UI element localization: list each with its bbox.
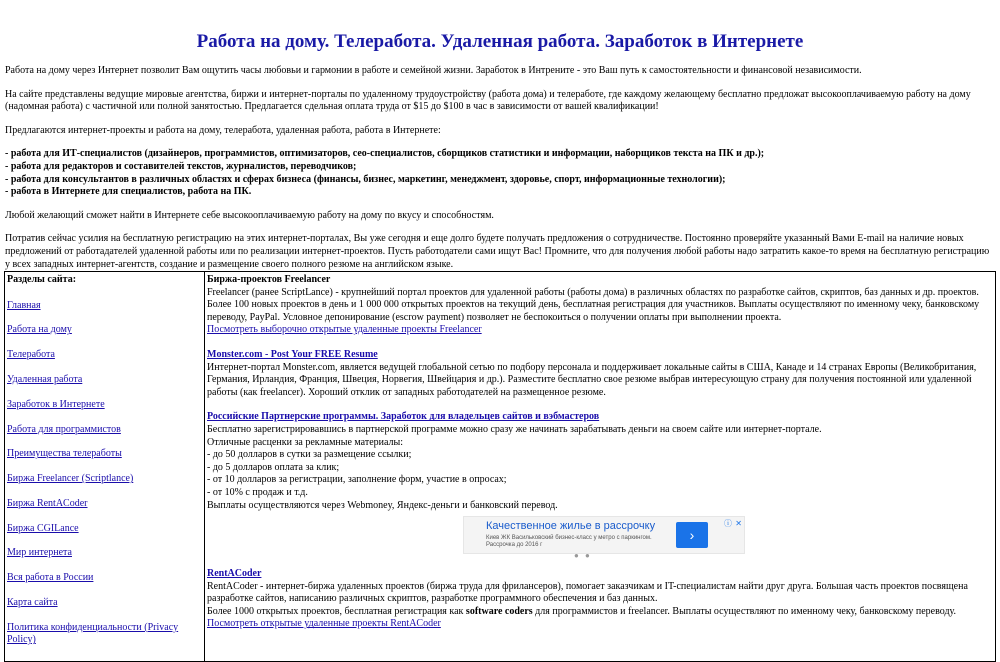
nav-link-work-programmers[interactable]: Работа для программистов [7,423,121,435]
intro-section [5,65,995,282]
partner-block [207,411,993,512]
work-type-item: - работа для редакторов и составителей текстов, журналистов, переводчиков; [5,160,357,172]
intro-paragraph-4: Любой желающий сможет найти в Интернете себе высокооплачиваемую работу на дому по вкусу и способностям. [5,209,494,221]
main-content [205,272,996,662]
site-sections-nav [5,272,205,662]
monster-block [207,349,993,399]
intro-paragraph-2: На сайте представлены ведущие мировые агентства, биржи и интернет-порталы по удаленному трудоустройству (работа дома) и телеработе, где каждому желающему бесплатно предложат высокооплачиваемую работу на дому (надомная работа) с частичной или полной занятостью. Предлагается сдельная оплата труда от $15 до $100 в час в зависимости от вашей квалификации! [5,88,971,113]
intro-paragraph-3: Предлагаются интернет-проекты и работа на дому, телеработа, удаленная работа, работа в Интернете: [5,124,441,136]
partner-line: - от 10 долларов за регистрации, заполнение форм, участие в опросах; [207,474,507,486]
intro-paragraph-1: Работа на дому через Интернет позволит Вам ощутить часы любовьи и гармонии в работе и семейной жизни. Заработок в Интрените - это Ваш путь к самостоятельности и финансовой независимости. [5,65,862,76]
partner-line: Бесплатно зарегистрировавшись в партнерской программе можно сразу же начинать зарабатывать деньги на своем сайте или интернет-портале. [207,423,822,435]
rentacoder-text-part: для программистов и freelancer. Выплаты осуществляют по именному чеку, банковскому переводу. [532,605,957,617]
partner-line: Выплаты осуществляются через Webmoney, Яндекс-деньги и банковский перевод. [207,499,558,511]
monster-text: Интернет-портал Monster.com, является ведущей глобальной сетью по подбору персонала и поддерживает локальные сайты в США, Канаде и 14 странах Европы (Великобритания, Германия, Ирландия, Франция, Швеция, Норвегия, Швейцария и др.). Разместите бесплатно свое резюме выбрав интересующую страну для получения постоянной или удаленной работы (как freelancer). Хороший отклик от западных работодателей на размещенное резюме. [207,361,977,398]
nav-link-internet-world[interactable]: Мир интернета [7,547,72,559]
ad-title[interactable]: Качественное жилье в рассрочку [486,520,656,533]
partner-line: - от 10% с продаж и т.д. [207,486,308,498]
partner-line: - до 50 долларов в сутки за размещение ссылки; [207,449,412,461]
nav-title: Разделы сайта: [7,274,77,285]
nav-link-privacy-policy[interactable]: Политика конфиденциальности (Privacy Policy) [7,621,179,646]
nav-link-rentacoder[interactable]: Биржа RentACoder [7,497,88,509]
freelancer-title: Биржа-проектов Freelancer [207,274,331,285]
rentacoder-text-part: Более 1000 открытых проектов, бесплатная регистрация как [207,605,466,617]
rentacoder-text: RentACoder - интернет-биржа удаленных проектов (биржа труда для фрилансеров), помогает заказчикам и IT-специалистам найти друг друга. Большая часть проектов посвящена разработке сайтов, написанию различных скриптов, разработке программного обеспечения и баз данных. [207,580,968,605]
ad-text: Киев ЖК Васильковский бизнес-класс у метро с паркингом. Рассрочка до 2016 г [486,535,652,549]
rentacoder-text-2 [207,606,993,619]
work-type-item: - работа в Интернете для специалистов, работа на ПК. [5,186,252,198]
monster-link[interactable]: Monster.com - Post Your FREE Resume [207,348,378,360]
nav-link-work-at-home[interactable]: Работа на дому [7,324,72,336]
nav-link-remote-work[interactable]: Удаленная работа [7,373,83,385]
ad-carousel-dots[interactable]: ● ● [574,550,592,560]
ad-banner[interactable] [463,516,745,560]
nav-link-telework-advantages[interactable]: Преимущества телеработы [7,448,122,460]
ad-info-icon[interactable]: ⓘ [724,519,732,529]
freelancer-block [207,274,993,337]
nav-link-sitemap[interactable]: Карта сайта [7,596,58,608]
intro-paragraph-5: Потратив сейчас усилия на бесплатную регистрацию на этих интернет-порталах, Вы уже сегодня и еще долго будете получать предложения о сотрудничестве. Постоянно проверяйте указанный Вами E-mail на наличие новых предложений от работадателей удаленной работы или по реализации интернет-проектов. Пусть работодатели сами ищут Вас! Промните, что для получения любой работы надо затратить какое-то время на бесплатную регистрацию у всех западных интернет-агентств, создание и размещение своего полного резюме на английском языке. [5,233,990,270]
nav-link-cgilance[interactable]: Биржа CGILance [7,522,79,534]
freelancer-text: Freelancer (ранее ScriptLance) - крупнейший портал проектов для удаленной работы (работы дома) в различных областях по разработке сайтов, скриптов, баз данных и др. проектов. Более 100 новых проектов в день и 1 000 000 открытых проектов на текущий день, бесплатная регистрация для участников. Выплаты осуществляют по именному чеку, банковскому переводу, PayPal. Условное депонирование (escrow payment) позволяет не беспокоиться о получении оплаты при выполнении проекта. [207,286,980,323]
content-table [4,271,996,662]
work-type-item: - работа для консультантов в различных областях и сферах бизнеса (финансы, бизнес, маркетинг, менеджмент, здоровье, спорт, информационные технологии); [5,173,726,185]
nav-link-home[interactable]: Главная [7,299,41,311]
partner-line: Отличные расценки за рекламные материалы: [207,436,404,448]
partner-line: - до 5 долларов оплата за клик; [207,461,340,473]
partner-programs-link[interactable]: Российские Партнерские программы. Заработок для владельцев сайтов и вэбмастеров [207,411,600,423]
nav-link-earnings-internet[interactable]: Заработок в Интернете [7,398,105,410]
software-coders-text: software coders [465,605,533,617]
close-icon[interactable]: ✕ [735,519,742,529]
ad-arrow-button[interactable]: › [676,522,708,548]
rentacoder-projects-link[interactable]: Посмотреть открытые удаленные проекты RentACoder [207,618,441,630]
page-title: Работа на дому. Телеработа. Удаленная работа. Заработок в Интернете [196,31,804,52]
rentacoder-block [207,568,993,631]
rentacoder-link[interactable]: RentACoder [207,568,262,580]
work-type-item: - работа для ИТ-специалистов (дизайнеров, программистов, оптимизаторов, сео-специалистов, сборщиков статистики и информации, наборщиков текста на ПК и др.); [5,148,765,160]
nav-link-all-work-russia[interactable]: Вся работа в России [7,572,94,584]
nav-link-freelancer[interactable]: Биржа Freelancer (Scriptlance) [7,473,134,485]
work-types-list [5,148,995,198]
nav-link-telework[interactable]: Телеработа [7,349,55,361]
freelancer-projects-link[interactable]: Посмотреть выборочно открытые удаленные проекты Freelancer [207,324,482,336]
